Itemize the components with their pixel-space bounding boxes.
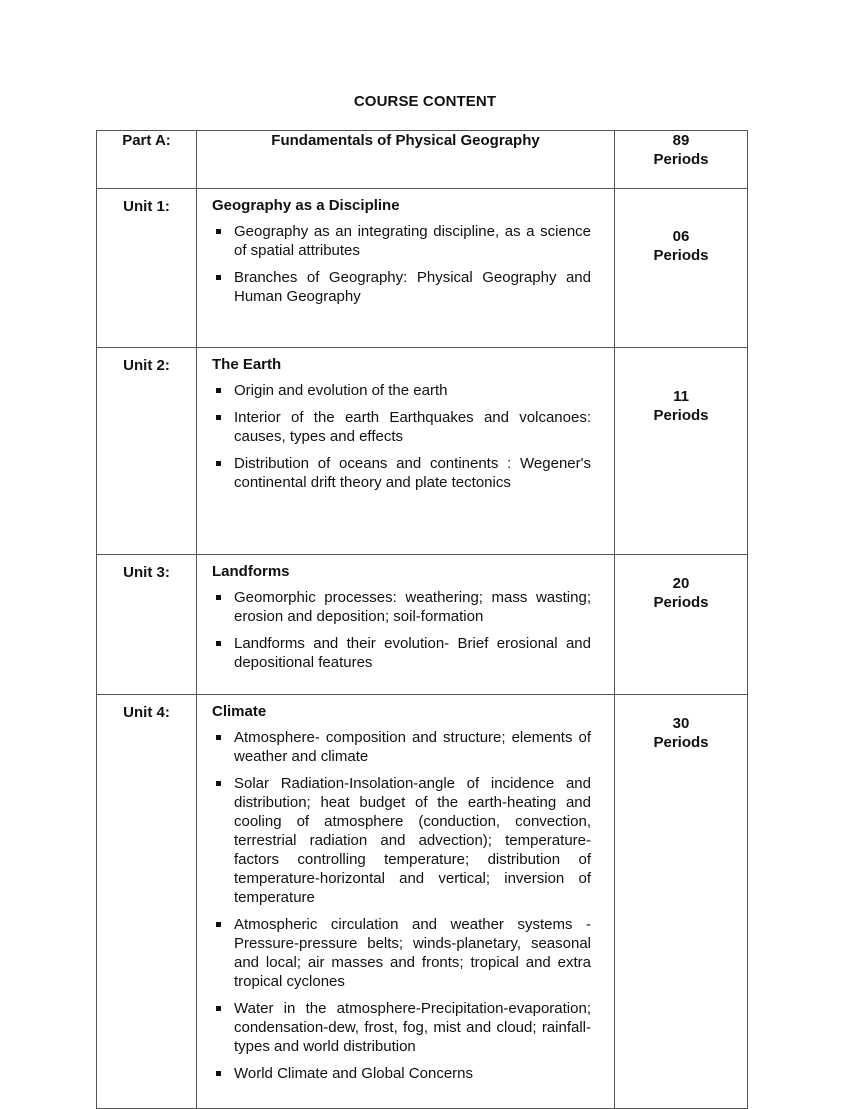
list-item: Interior of the earth Earthquakes and volcanoes: causes, types and effects [212,408,591,446]
unit-title: Geography as a Discipline [212,197,400,214]
list-item: Atmosphere- composition and structure; elements of weather and climate [212,728,591,766]
topic-list [212,728,591,1083]
topic-list [212,381,591,492]
table-row [97,189,748,348]
table-header-row [97,131,748,189]
unit-label: Unit 2: [97,348,197,555]
list-item: Water in the atmosphere-Precipitation-evaporation; condensation-dew, frost, fog, mist and cloud; rainfall-types and world distribution [212,999,591,1056]
unit-content [197,555,615,695]
part-periods-number: 89 [672,132,690,149]
unit-periods-label: Periods [653,407,709,424]
topic-list [212,588,591,672]
unit-label: Unit 4: [97,695,197,1109]
list-item: World Climate and Global Concerns [212,1064,591,1083]
page-title: COURSE CONTENT [353,93,497,110]
list-item: Solar Radiation-Insolation-angle of incidence and distribution; heat budget of the earth-heating and cooling of atmosphere (conduction, convection, terrestrial radiation and advection); temperature- factors controlling temperature; distribution of temperature-horizontal and vertical; inversion of temperature [212,774,591,907]
part-periods [615,131,748,189]
unit-periods-label: Periods [653,594,709,611]
unit-content [197,695,615,1109]
unit-title: Climate [212,703,267,720]
unit-periods-number: 20 [672,575,690,592]
unit-periods [615,695,748,1109]
unit-periods-number: 06 [672,228,690,245]
table-row [97,695,748,1109]
course-content-table [96,130,748,1109]
list-item: Origin and evolution of the earth [212,381,591,400]
unit-periods-label: Periods [653,247,709,264]
unit-label: Unit 3: [97,555,197,695]
unit-label: Unit 1: [97,189,197,348]
unit-periods [615,348,748,555]
unit-periods-number: 30 [672,715,690,732]
unit-periods-label: Periods [653,734,709,751]
part-periods-label: Periods [653,151,709,168]
unit-periods [615,555,748,695]
list-item: Geography as an integrating discipline, as a science of spatial attributes [212,222,591,260]
unit-periods [615,189,748,348]
topic-list [212,222,591,306]
list-item: Atmospheric circulation and weather systems - Pressure-pressure belts; winds-planetary, seasonal and local; air masses and fronts; tropical and extra tropical cyclones [212,915,591,991]
part-label: Part A: [97,131,197,189]
list-item: Landforms and their evolution- Brief erosional and depositional features [212,634,591,672]
unit-title: The Earth [212,356,282,373]
list-item: Branches of Geography: Physical Geography and Human Geography [212,268,591,306]
unit-periods-number: 11 [673,388,689,405]
part-name: Fundamentals of Physical Geography [197,131,615,189]
list-item: Distribution of oceans and continents : Wegener's continental drift theory and plate tectonics [212,454,591,492]
unit-content [197,189,615,348]
list-item: Geomorphic processes: weathering; mass wasting; erosion and deposition; soil-formation [212,588,591,626]
unit-content [197,348,615,555]
table-row [97,348,748,555]
table-row [97,555,748,695]
unit-title: Landforms [212,563,290,580]
